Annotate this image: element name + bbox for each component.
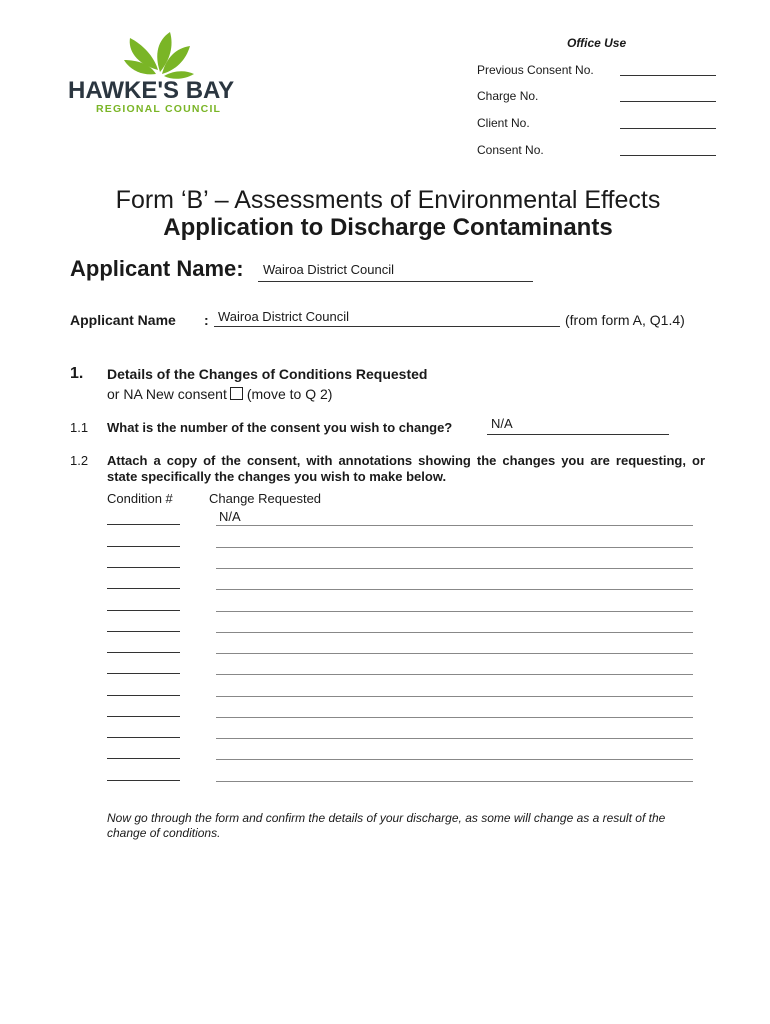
new-consent-checkbox[interactable]	[230, 387, 243, 400]
applicant-header-value[interactable]: Wairoa District Council	[263, 262, 394, 277]
applicant-name-label: Applicant Name	[70, 312, 176, 328]
condition-field[interactable]	[107, 780, 180, 781]
applicant-name-field[interactable]	[214, 326, 560, 327]
office-use-title: Office Use	[567, 36, 627, 50]
applicant-name-note: (from form A, Q1.4)	[565, 312, 685, 328]
change-field[interactable]	[216, 568, 693, 569]
condition-field[interactable]	[107, 610, 180, 611]
logo-name: HAWKE'S BAY	[68, 77, 235, 104]
office-field-label: Charge No.	[477, 89, 539, 103]
change-field[interactable]	[216, 717, 693, 718]
question-number: 1.1	[70, 420, 89, 435]
question-text: What is the number of the consent you wish to change?	[107, 420, 453, 435]
change-field[interactable]	[216, 781, 693, 782]
condition-field[interactable]	[107, 737, 180, 738]
condition-column-header: Condition #	[107, 491, 173, 506]
question-text: Attach a copy of the consent, with annotations showing the changes you are requesting, or state specifically the changes you wish to make below.	[107, 453, 705, 484]
office-field-blank[interactable]	[620, 75, 716, 76]
hawkes-bay-logo	[66, 30, 256, 120]
change-field[interactable]	[216, 611, 693, 612]
new-consent-option	[107, 386, 332, 402]
office-field-label: Previous Consent No.	[477, 63, 594, 77]
office-field-blank[interactable]	[620, 101, 716, 102]
condition-field[interactable]	[107, 567, 180, 568]
section-number: 1.	[70, 365, 84, 382]
change-field[interactable]	[216, 674, 693, 675]
office-field-client[interactable]	[477, 116, 717, 132]
condition-field[interactable]	[107, 546, 180, 547]
question-number: 1.2	[70, 453, 89, 468]
consent-number-value[interactable]: N/A	[491, 416, 513, 431]
form-subtitle: Application to Discharge Contaminants	[163, 214, 613, 241]
change-field[interactable]	[216, 525, 693, 526]
consent-number-field[interactable]	[487, 434, 669, 435]
applicant-name-value[interactable]: Wairoa District Council	[218, 309, 349, 324]
applicant-header-field[interactable]	[258, 281, 533, 282]
condition-field[interactable]	[107, 695, 180, 696]
condition-field[interactable]	[107, 673, 180, 674]
condition-field[interactable]	[107, 652, 180, 653]
condition-field[interactable]	[107, 716, 180, 717]
office-field-blank[interactable]	[620, 128, 716, 129]
change-field[interactable]	[216, 738, 693, 739]
change-field[interactable]	[216, 759, 693, 760]
office-field-charge[interactable]	[477, 89, 717, 105]
condition-field[interactable]	[107, 524, 180, 525]
office-field-consent[interactable]	[477, 143, 717, 159]
condition-field[interactable]	[107, 631, 180, 632]
office-field-previous-consent[interactable]	[477, 63, 717, 79]
change-field[interactable]	[216, 589, 693, 590]
applicant-header-label: Applicant Name:	[70, 256, 244, 281]
office-field-label: Consent No.	[477, 143, 544, 157]
condition-field[interactable]	[107, 588, 180, 589]
section-title: Details of the Changes of Conditions Requested	[107, 366, 428, 382]
new-consent-label: or NA New consent	[107, 386, 227, 402]
change-field[interactable]	[216, 696, 693, 697]
office-field-label: Client No.	[477, 116, 530, 130]
office-field-blank[interactable]	[620, 155, 716, 156]
applicant-name-colon: :	[204, 312, 209, 328]
form-title: Form ‘B’ – Assessments of Environmental Effects	[115, 186, 661, 214]
change-column-header: Change Requested	[209, 491, 322, 506]
logo-subname: REGIONAL COUNCIL	[96, 103, 222, 115]
condition-field[interactable]	[107, 758, 180, 759]
change-field[interactable]	[216, 653, 693, 654]
leaf-icon	[124, 32, 194, 79]
footer-note: Now go through the form and confirm the details of your discharge, as some will change as a result of the change of conditions.	[107, 811, 666, 840]
change-requested-value[interactable]: N/A	[219, 509, 241, 524]
change-field[interactable]	[216, 632, 693, 633]
change-field[interactable]	[216, 547, 693, 548]
new-consent-suffix: (move to Q 2)	[246, 386, 333, 402]
